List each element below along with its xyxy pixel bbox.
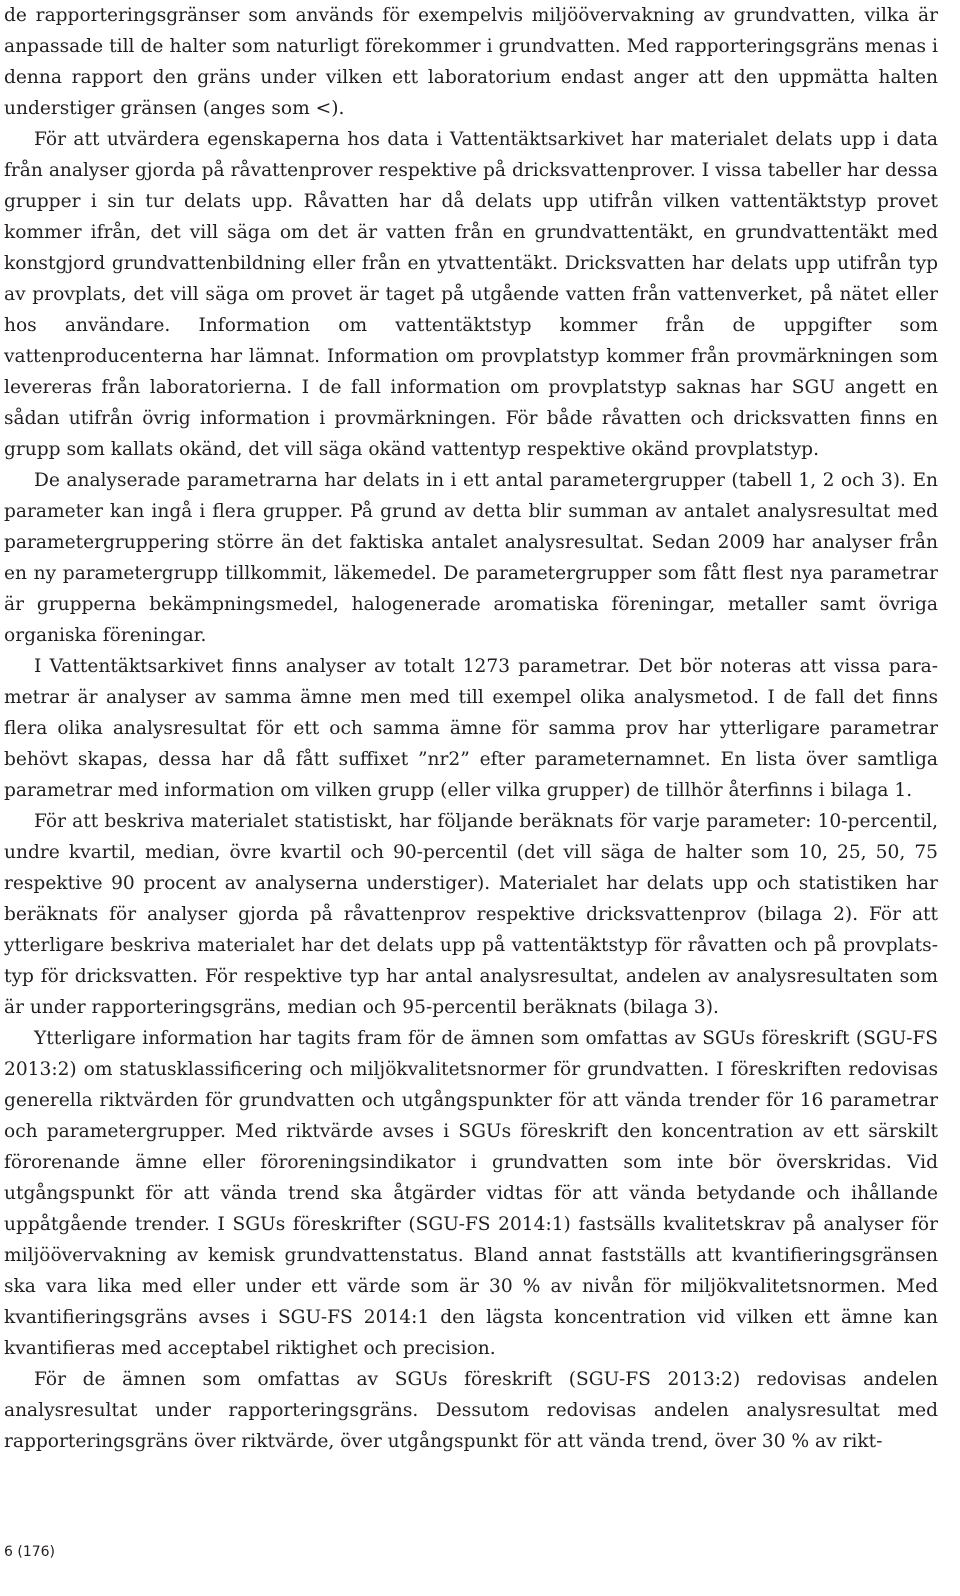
paragraph-1: de rapporteringsgränser som används för exempelvis miljöövervakning av grundvatten, vilka är anpassade till de halter som naturligt förekommer i grundvatten. Med rapporteringsgräns menas i denna rapport den gräns under vilken ett laboratorium endast anger att den uppmätta halten understiger gränsen (anges som <).	[4, 5, 938, 119]
paragraph-4: I Vattentäktsarkivet finns analyser av totalt 1273 parametrar. Det bör noteras att vissa parametrar är analyser av samma ämne men med till exempel olika analysmetod. I de fall det finns flera olika analysresultat för ett och samma ämne för samma prov har ytterligare parametrar behövt skapas, dessa har då fått suffixet ”nr2” efter parameternamnet. En lista över samtliga parametrar med information om vilken grupp (eller vilka grupper) de tillhör återfinns i bilaga 1.	[4, 656, 938, 801]
paragraph-7: För de ämnen som omfattas av SGUs föreskrift (SGU-FS 2013:2) redovisas andelen analysresultat under rapporteringsgräns. Dessutom redovisas andelen analysresultat med rapporteringsgräns över riktvärde, över utgångspunkt för att vända trend, över 30 % av rikt-	[4, 1369, 938, 1452]
document-body	[4, 0, 938, 1457]
paragraph-6: Ytterligare information har tagits fram för de ämnen som omfattas av SGUs föreskrift (SGU-FS 2013:2) om statusklassificering och miljökvalitetsnormer för grundvatten. I föreskriften redovisas generella riktvärden för grundvatten och utgångspunkter för att vända trender för 16 parametrar och parametergrupper. Med riktvärde avses i SGUs föreskrift den koncentration av ett särskilt förorenande ämne eller föroreningsindikator i grundvatten som inte bör överskridas. Vid utgångspunkt för att vända trend ska åtgärder vidtas för att vända betydande och ihållande uppåtgående trender. I SGUs föreskrifter (SGU-FS 2014:1) fastsälls kvalitetskrav på analyser för miljöövervakning av kemisk grundvattenstatus. Bland annat fastställs att kvantifieringsgränsen ska vara lika med eller under ett värde som är 30 % av nivån för miljökvalitetsnormen. Med kvantifieringsgräns avses i SGU-FS 2014:1 den lägsta koncentration vid vilken ett ämne kan kvantifieras med acceptabel riktighet och precision.	[4, 1028, 938, 1359]
paragraph-2: För att utvärdera egenskaperna hos data i Vattentäktsarkivet har materialet delats upp i data från analyser gjorda på råvattenprover respektive på dricksvattenprover. I vissa tabeller har dessa grupper i sin tur delats upp. Råvatten har då delats upp utifrån vilken vattentäktstyp provet kommer ifrån, det vill säga om det är vatten från en grundvattentäkt, en grundvattentäkt med konstgjord grundvattenbildning eller från en ytvattentäkt. Dricksvatten har delats upp utifrån typ av provplats, det vill säga om provet är taget på utgående vatten från vattenverket, på nätet eller hos användare. Information om vattentäktstyp kommer från de uppgifter som vattenproducenterna har lämnat. Information om provplatstyp kommer från provmärkningen som levereras från laboratorierna. I de fall information om provplatstyp saknas har SGU angett en sådan utifrån övrig information i provmärkningen. För både råvatten och dricksvatten finns en grupp som kallats okänd, det vill säga okänd vattentyp respektive okänd provplatstyp.	[4, 129, 938, 460]
page-number: 6 (176)	[4, 1544, 56, 1560]
paragraph-5: För att beskriva materialet statistiskt, har följande beräknats för varje parameter: 10-percentil, undre kvartil, median, övre kvartil och 90-percentil (det vill säga de halter som 10, 25, 50, 75 respektive 90 procent av analyserna understiger). Materialet har delats upp och statistiken har beräknats för analyser gjorda på råvattenprov respektive dricksvattenprov (bilaga 2). För att ytterligare beskriva materialet har det delats upp på vattentäktstyp för råvatten och på provplatstyp för dricksvatten. För respektive typ har antal analysresultat, andelen av analysresultaten som är under rapporteringsgräns, median och 95-percentil beräknats (bilaga 3).	[4, 811, 938, 1018]
paragraph-3: De analyserade parametrarna har delats in i ett antal parametergrupper (tabell 1, 2 och 3). En parameter kan ingå i flera grupper. På grund av detta blir summan av antalet analysresultat med parametergruppering större än det faktiska antalet analysresultat. Sedan 2009 har analyser från en ny parametergrupp tillkommit, läkemedel. De parametergrupper som fått flest nya parametrar är grupperna bekämpningsmedel, halogenerade aromatiska föreningar, metaller samt övriga organiska föreningar.	[4, 470, 938, 646]
